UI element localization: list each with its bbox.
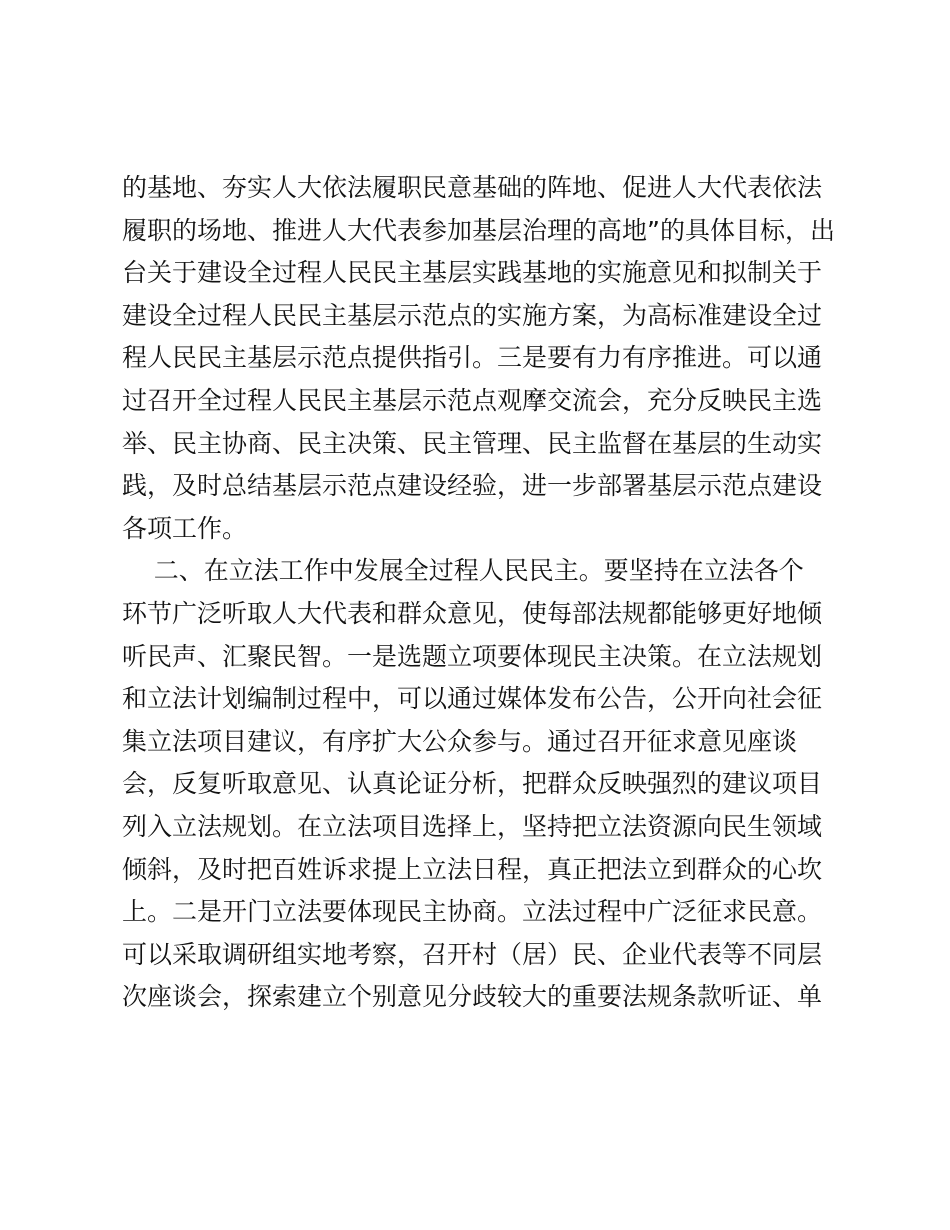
- text-line: 程人民民主基层示范点提供指引。三是要有力有序推进。可以通: [122, 343, 823, 373]
- text-line: 可以采取调研组实地考察，召开村（居）民、企业代表等不同层: [122, 939, 823, 969]
- text-line: 各项工作。: [122, 513, 248, 543]
- text-line: 过召开全过程人民民主基层示范点观摩交流会，充分反映民主选: [122, 385, 823, 415]
- text-line: 履职的场地、推进人大代表参加基层治理的高地”的具体目标，出: [122, 215, 835, 245]
- text-line: 会，反复听取意见、认真论证分析，把群众反映强烈的建议项目: [122, 769, 823, 799]
- text-line: 的基地、夯实人大依法履职民意基础的阵地、促进人大代表依法: [122, 173, 823, 202]
- body-text: [122, 167, 842, 1019]
- text-line: 上。二是开门立法要体现民主协商。立法过程中广泛征求民意。: [122, 897, 823, 927]
- text-line: 列入立法规划。在立法项目选择上，坚持把立法资源向民生领域: [122, 811, 823, 841]
- text-line: 和立法计划编制过程中，可以通过媒体发布公告，公开向社会征: [122, 684, 823, 714]
- section-heading-line: 二、在立法工作中发展全过程人民民主。要坚持在立法各个: [122, 556, 804, 586]
- text-line: 举、民主协商、民主决策、民主管理、民主监督在基层的生动实: [122, 428, 823, 458]
- text-line: 倾斜，及时把百姓诉求提上立法日程，真正把法立到群众的心坎: [122, 854, 823, 884]
- text-line: 听民声、汇聚民智。一是选题立项要体现民主决策。在立法规划: [122, 641, 823, 671]
- text-line: 集立法项目建议，有序扩大公众参与。通过召开征求意见座谈: [122, 726, 798, 756]
- text-line: 环节广泛听取人大代表和群众意见，使每部法规都能够更好地倾: [122, 598, 823, 628]
- text-line: 次座谈会，探索建立个别意见分歧较大的重要法规条款听证、单: [122, 982, 823, 1012]
- text-line: 践，及时总结基层示范点建设经验，进一步部署基层示范点建设: [122, 471, 823, 501]
- text-line: 建设全过程人民民主基层示范点的实施方案，为高标准建设全过: [122, 300, 823, 330]
- text-line: 台关于建设全过程人民民主基层实践基地的实施意见和拟制关于: [122, 258, 823, 288]
